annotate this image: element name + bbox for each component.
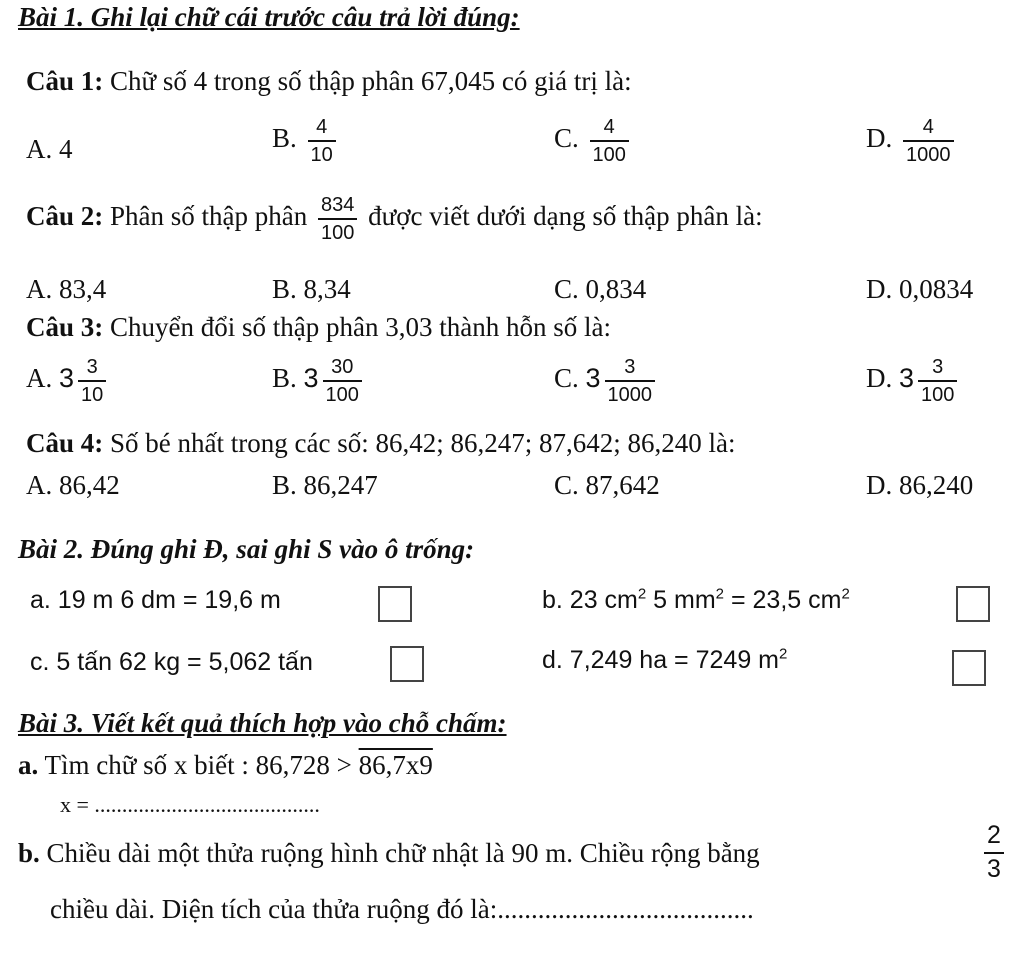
question-3-label: Câu 3: [26, 312, 104, 342]
fraction-numerator: 4 [603, 116, 615, 138]
exercise-2-title-text: Bài 2. Đúng ghi Đ, sai ghi S vào ô trống: [18, 534, 475, 564]
fraction-denominator: 100 [318, 218, 357, 244]
statement-b-exp1: 2 [637, 585, 647, 603]
q2-option-d: D. 0,0834 [866, 274, 974, 304]
q1-option-c-prefix: C. [554, 123, 579, 154]
q1-option-d-fraction [903, 116, 954, 166]
exercise-3-title [18, 708, 507, 739]
fraction-denominator: 100 [323, 380, 362, 406]
question-3-text: Chuyển đổi số thập phân 3,03 thành hỗn số là: [110, 312, 611, 342]
q3-option-b [272, 356, 366, 406]
q4-option-b: B. 86,247 [272, 470, 378, 500]
statement-b-pre: b. 23 cm [542, 586, 638, 614]
q3-option-d-fraction [918, 356, 957, 406]
part-a-label: a. [18, 750, 39, 780]
q1-option-b-fraction [308, 116, 336, 166]
q4-option-c: C. 87,642 [554, 470, 660, 500]
q1-option-d-prefix: D. [866, 123, 893, 154]
question-4 [26, 428, 735, 459]
q3-option-d [866, 356, 961, 406]
exercise-1-title-text: Bài 1. Ghi lại chữ cái trước câu trả lời đúng: [18, 2, 520, 32]
part-b-line-2[interactable]: chiều dài. Diện tích của thửa ruộng đó là:...................................... [50, 894, 754, 924]
question-2-text-before: Phân số thập phân [110, 201, 308, 232]
statement-d-exp: 2 [779, 645, 788, 663]
question-1 [26, 66, 632, 97]
part-a-overline-number: 86,7x9 [358, 750, 433, 780]
exercise-3-title-text: Bài 3. Viết kết quả thích hợp vào chỗ chấm: [18, 708, 507, 738]
q2-option-c: C. 0,834 [554, 274, 647, 304]
fraction-denominator: 10 [308, 140, 336, 166]
fraction-numerator: 30 [331, 356, 354, 378]
part-b-fraction [984, 822, 1004, 883]
q2-option-b: B. 8,34 [272, 274, 351, 304]
q3-option-c [554, 356, 659, 406]
fraction-numerator: 2 [987, 821, 1001, 849]
question-3 [26, 312, 611, 343]
fraction-denominator: 1000 [903, 140, 954, 166]
statement-a: a. 19 m 6 dm = 19,6 m [30, 586, 281, 614]
question-2-label: Câu 2: [26, 201, 104, 232]
q3-option-a-prefix: A. [26, 363, 53, 394]
answer-box-a[interactable] [378, 586, 412, 622]
q1-option-a: A. 4 [26, 134, 73, 164]
question-2 [26, 194, 763, 244]
statement-c: c. 5 tấn 62 kg = 5,062 tấn [30, 648, 313, 676]
fraction-denominator: 100 [918, 380, 957, 406]
statement-d-pre: d. 7,249 ha = 7249 m [542, 646, 779, 674]
statement-b [542, 586, 850, 615]
fraction-denominator: 1000 [605, 380, 656, 406]
q4-option-d: D. 86,240 [866, 470, 974, 500]
question-2-text-after: được viết dưới dạng số thập phân là: [368, 201, 763, 232]
question-4-text: Số bé nhất trong các số: 86,42; 86,247; 87,642; 86,240 là: [110, 428, 736, 458]
q3-option-b-whole: 3 [303, 363, 319, 394]
q3-option-a-fraction [78, 356, 106, 406]
q4-option-a: A. 86,42 [26, 470, 120, 500]
exercise-1-title [18, 2, 520, 33]
part-a-text: Tìm chữ số x biết : 86,728 > [44, 750, 352, 780]
q3-option-b-prefix: B. [272, 363, 297, 394]
answer-box-b[interactable] [956, 586, 990, 622]
part-b [18, 838, 760, 869]
fraction-denominator: 3 [984, 852, 1004, 884]
part-a [18, 750, 433, 781]
statement-d [542, 646, 787, 675]
q3-option-c-whole: 3 [585, 363, 601, 394]
fraction-numerator: 3 [624, 356, 636, 378]
q1-option-c-fraction [590, 116, 629, 166]
q3-option-d-whole: 3 [899, 363, 915, 394]
fraction-denominator: 100 [590, 140, 629, 166]
q1-option-b-prefix: B. [272, 123, 297, 154]
q3-option-d-prefix: D. [866, 363, 893, 394]
statement-b-exp2: 2 [715, 585, 725, 603]
part-b-label: b. [18, 838, 40, 868]
q3-option-c-prefix: C. [554, 363, 579, 394]
fraction-numerator: 3 [932, 356, 944, 378]
fraction-numerator: 4 [316, 116, 328, 138]
question-2-fraction [318, 194, 357, 244]
statement-b-exp3: 2 [841, 585, 850, 603]
fraction-numerator: 3 [86, 356, 98, 378]
q1-option-d [866, 116, 958, 166]
answer-box-d[interactable] [952, 650, 986, 686]
statement-b-post: = 23,5 cm [724, 586, 842, 614]
question-1-text: Chữ số 4 trong số thập phân 67,045 có giá trị là: [110, 66, 632, 96]
q3-option-c-fraction [605, 356, 656, 406]
q3-option-a-whole: 3 [59, 363, 75, 394]
part-b-fraction-wrap [980, 822, 1008, 883]
fraction-numerator: 4 [922, 116, 934, 138]
exercise-2-title [18, 534, 474, 565]
part-b-text: Chiều dài một thửa ruộng hình chữ nhật là 90 m. Chiều rộng bằng [46, 838, 760, 868]
q1-option-b [272, 116, 340, 166]
fraction-denominator: 10 [78, 380, 106, 406]
fraction-numerator: 834 [321, 194, 355, 216]
statement-b-mid: 5 mm [646, 586, 716, 614]
answer-box-c[interactable] [390, 646, 424, 682]
q3-option-a [26, 356, 110, 406]
part-a-answer-line[interactable]: x = ......................................... [60, 792, 320, 817]
question-4-label: Câu 4: [26, 428, 104, 458]
q2-option-a: A. 83,4 [26, 274, 107, 304]
question-1-label: Câu 1: [26, 66, 104, 96]
q3-option-b-fraction [323, 356, 362, 406]
q1-option-c [554, 116, 633, 166]
